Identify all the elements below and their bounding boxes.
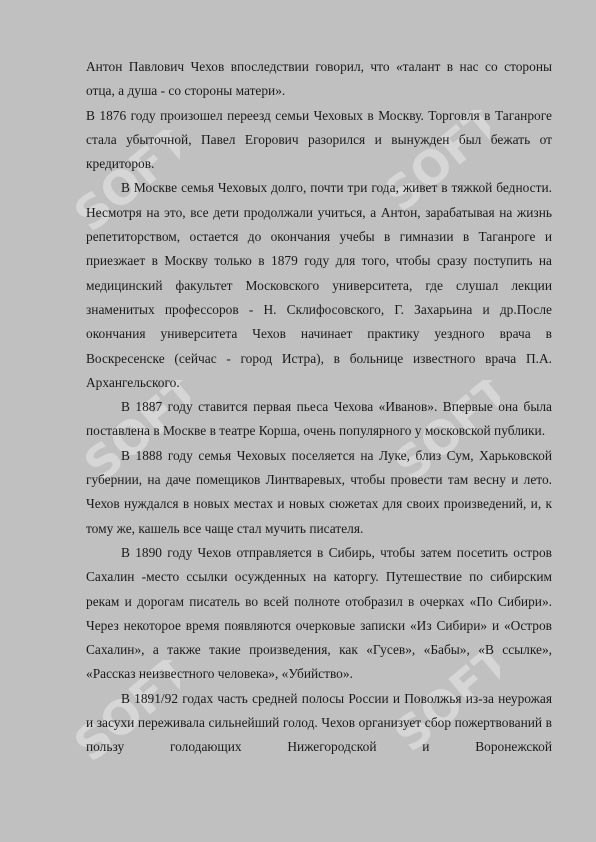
paragraph: В Москве семья Чеховых долго, почти три года, живет в тяжкой бедности. Несмотря на это, все дети продолжали учиться, а Антон, зарабатывая на жизнь репетиторством, остается до окончания учебы в гимназии в Таганроге и приезжает в Москву только в 1879 году для того, чтобы сразу поступить на медицинский факультет Московского университета, где слушал лекции знаменитых профессоров - Н. Склифосовского, Г. Захарьина и др.После окончания университета Чехов начинает практику уездного врача в Воскресенске (сейчас - город Истра), в больнице известного врача П.А. Архангельского. [86, 180, 552, 390]
svg-text:SOFT: SOFT [373, 110, 490, 223]
svg-text:SOFT: SOFT [73, 380, 190, 493]
paragraph: Антон Павлович Чехов впоследствии говорил, что «талант в нас со стороны отца, а душа - со стороны матери». [86, 59, 552, 99]
paragraph: В 1888 году семья Чеховых поселяется на Луке, близ Сум, Харьковской губернии, на даче помещиков Линтваревых, чтобы провести там весну и лето. Чехов нуждался в новых местах и новых сюжетах для своих произведений, и, к тому же, кашель все чаще стал мучить писателя. [86, 447, 552, 536]
document-body [86, 55, 552, 763]
paragraph: В 1876 году произошел переезд семьи Чеховых в Москву. Торговля в Таганроге стала убыточной, Павел Егорович разорился и вынужден был бежать от кредиторов. [86, 107, 552, 172]
paragraph: В 1891/92 годах часть средней полосы России и Поволжья из-за неурожая и засухи переживала сильнейший голод. Чехов организует сбор пожертвований в пользу голодающих Нижегородской и Воронежской [86, 690, 552, 755]
svg-text:SOFT: SOFT [63, 660, 180, 773]
svg-text:SOFT: SOFT [383, 650, 500, 763]
paragraph: В 1887 году ставится первая пьеса Чехова «Иванов». Впервые она была поставлена в Москве в театре Корша, очень популярного у московской публики. [86, 399, 552, 439]
svg-text:SOFT: SOFT [383, 380, 500, 493]
paragraph: В 1890 году Чехов отправляется в Сибирь, чтобы затем посетить остров Сахалин -место ссылки осужденных на каторгу. Путешествие по сибирским рекам и дорогам писатель во всей полноте отобразил в очерках «По Сибири». Через некоторое время появляются очерковые записки «Из Сибири» и «Остров Сахалин», а также такие произведения, как «Гусев», «Бабы», «В ссылке», «Рассказ неизвестного человека», «Убийство». [86, 544, 552, 682]
svg-text:SOFT: SOFT [63, 130, 180, 243]
